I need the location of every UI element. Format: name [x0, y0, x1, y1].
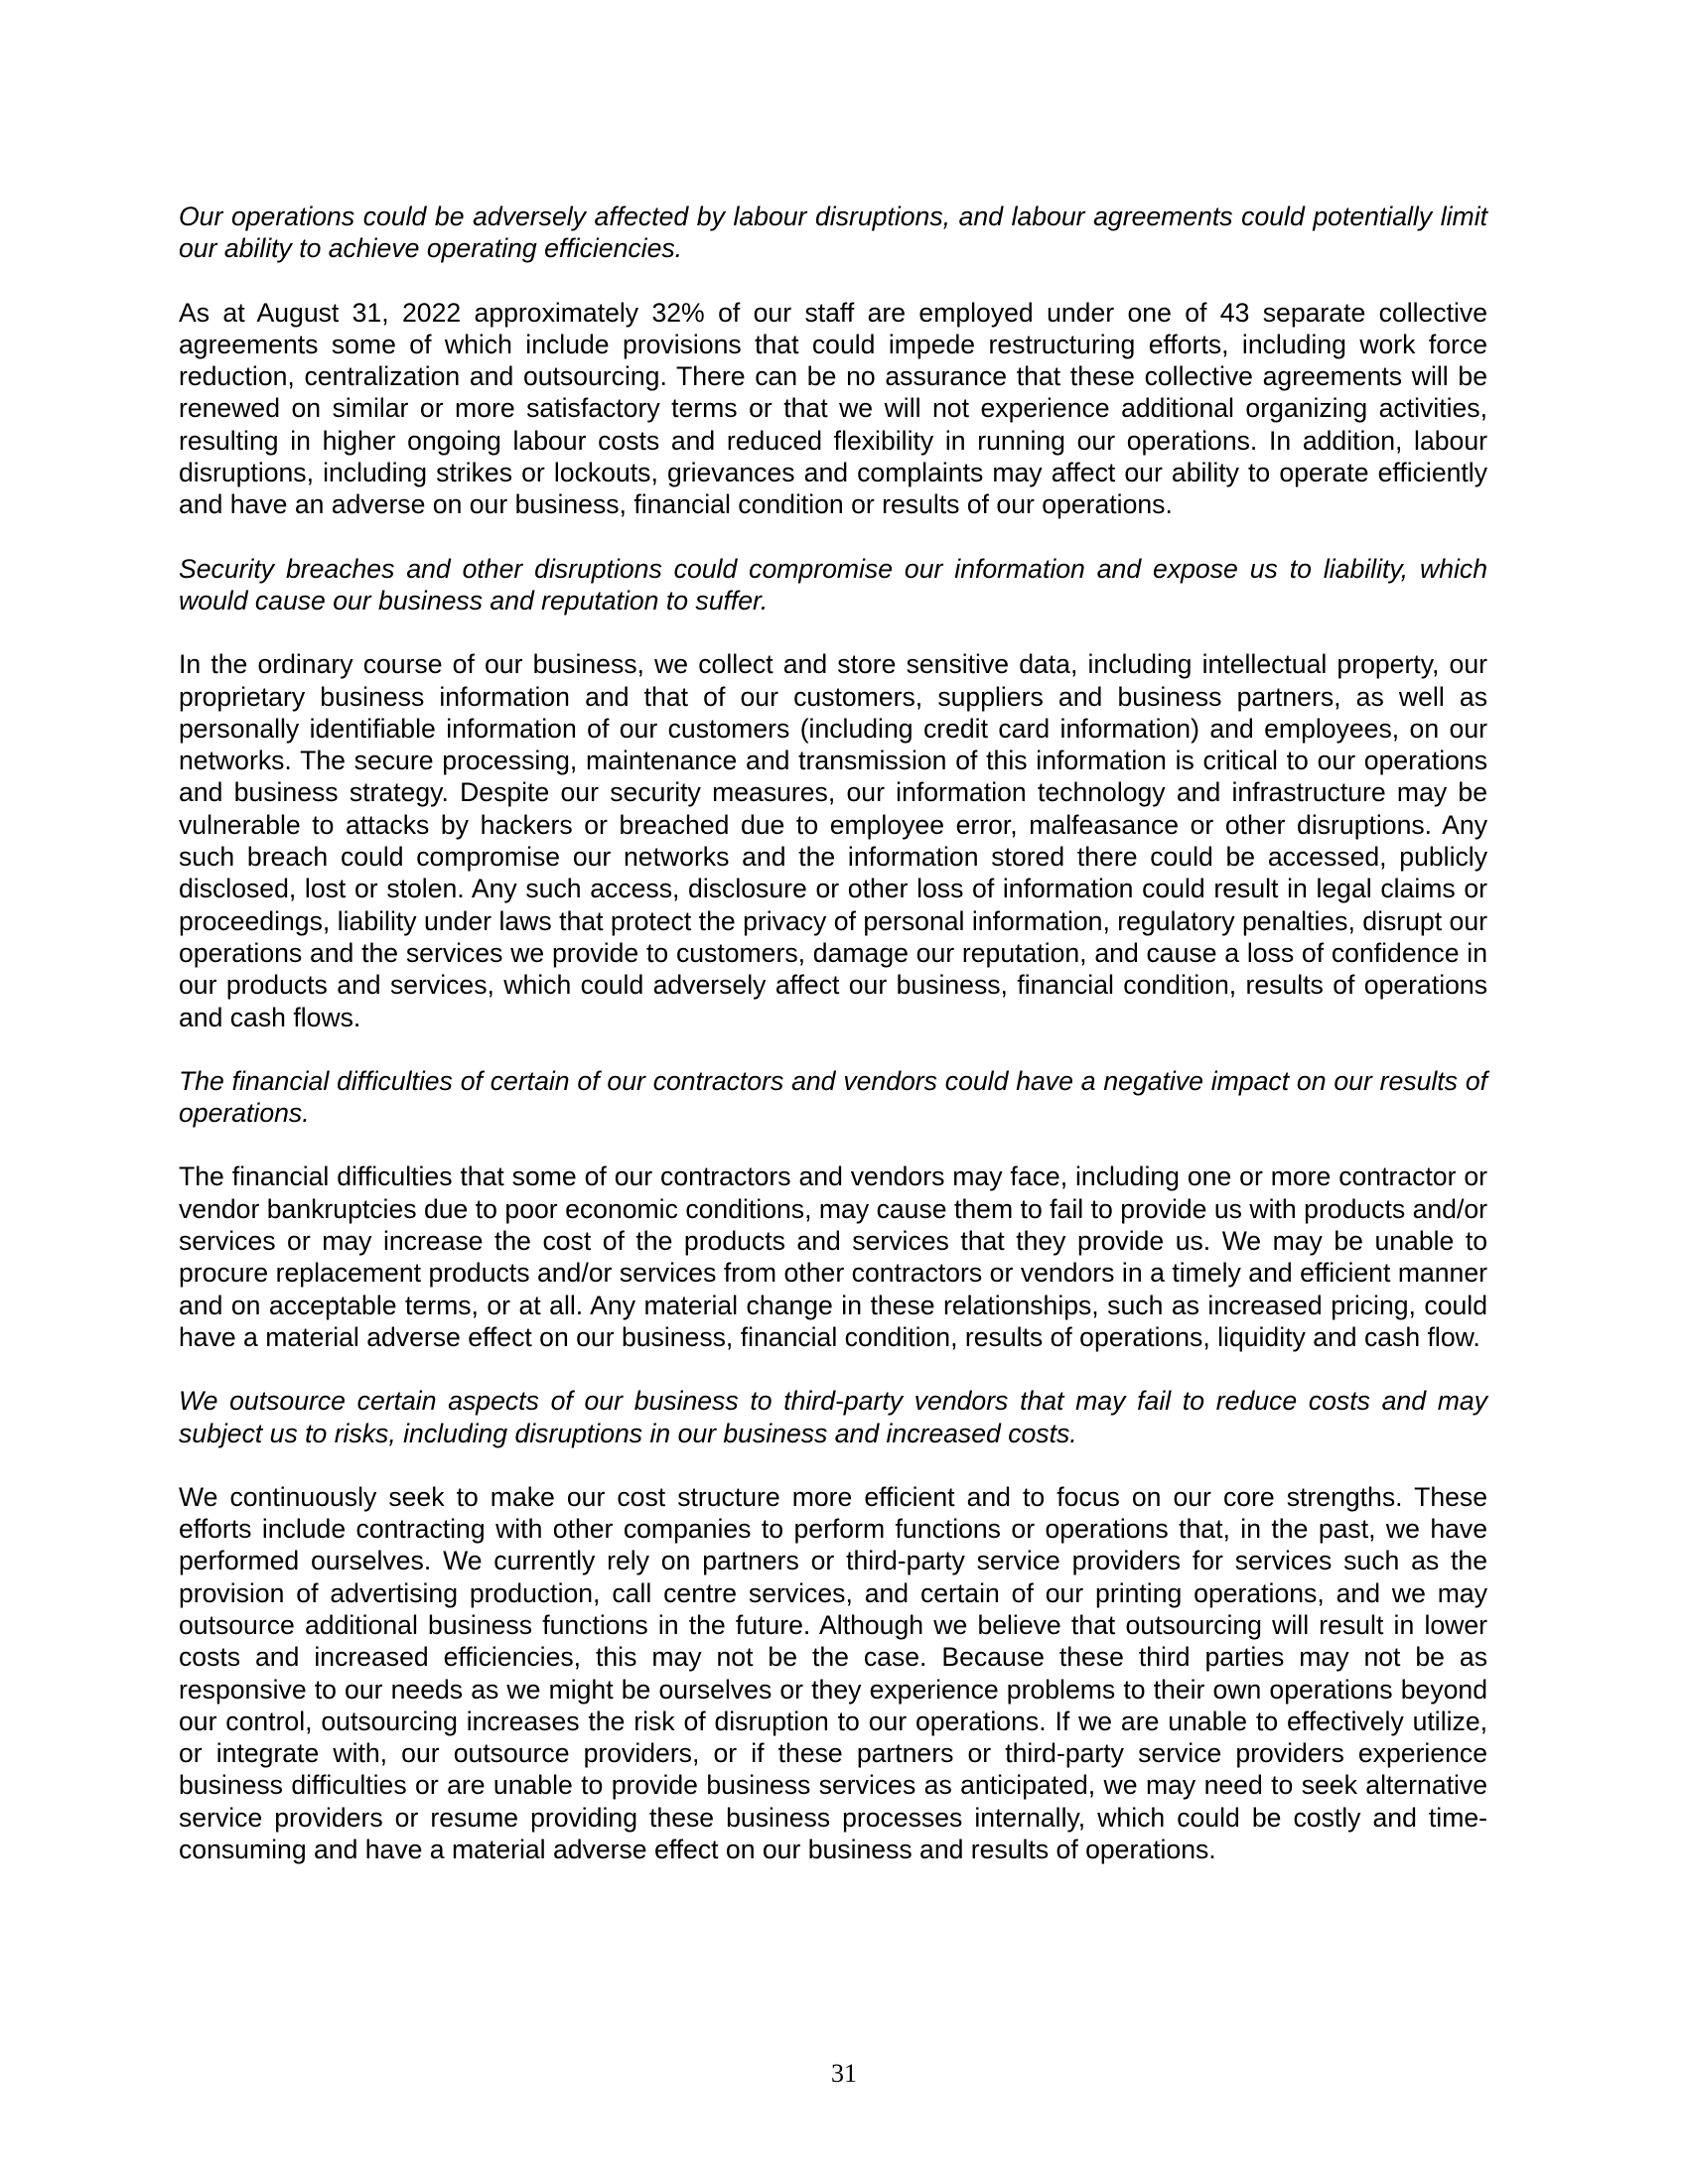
page-number: 31: [831, 2059, 857, 2088]
page-content: [179, 201, 1487, 1897]
section-body-contractors: The financial difficulties that some of our contractors and vendors may face, including one or more contractor or vendor bankruptcies due to poor economic conditions, may cause them to fail to provide us with products and/or services or may increase the cost of the products and services that they provide us. We may be unable to procure replacement products and/or services from other contractors or vendors in a timely and efficient manner and on acceptable terms, or at all. Any material change in these relationships, such as increased pricing, could have a material adverse effect on our business, financial condition, results of operations, liquidity and cash flow.: [179, 1161, 1487, 1352]
section-body-security: In the ordinary course of our business, we collect and store sensitive data, including intellectual property, our proprietary business information and that of our customers, suppliers and business partners, as well as personally identifiable information of our customers (including credit card information) and employees, on our networks. The secure processing, maintenance and transmission of this information is critical to our operations and business strategy. Despite our security measures, our information technology and infrastructure may be vulnerable to attacks by hackers or breached due to employee error, malfeasance or other disruptions. Any such breach could compromise our networks and the information stored there could be accessed, publicly disclosed, lost or stolen. Any such access, disclosure or other loss of information could result in legal claims or proceedings, liability under laws that protect the privacy of personal information, regulatory penalties, disrupt our operations and the services we provide to customers, damage our reputation, and cause a loss of confidence in our products and services, which could adversely affect our business, financial condition, results of operations and cash flows.: [179, 649, 1487, 1032]
section-heading-outsourcing: We outsource certain aspects of our business to third-party vendors that may fail to reduce costs and may subject us to risks, including disruptions in our business and increased costs.: [179, 1386, 1487, 1448]
section-heading-security: Security breaches and other disruptions could compromise our information and expose us to liability, which would cause our business and reputation to suffer.: [179, 553, 1487, 615]
section-body-labour: As at August 31, 2022 approximately 32% of our staff are employed under one of 43 separate collective agreements some of which include provisions that could impede restructuring efforts, including work force reduction, centralization and outsourcing. There can be no assurance that these collective agreements will be renewed on similar or more satisfactory terms or that we will not experience additional organizing activities, resulting in higher ongoing labour costs and reduced flexibility in running our operations. In addition, labour disruptions, including strikes or lockouts, grievances and complaints may affect our ability to operate efficiently and have an adverse on our business, financial condition or results of our operations.: [179, 297, 1487, 520]
section-heading-contractors: The financial difficulties of certain of our contractors and vendors could have a negative impact on our results of operations.: [179, 1065, 1487, 1129]
section-heading-labour: Our operations could be adversely affected by labour disruptions, and labour agreements could potentially limit our ability to achieve operating efficiencies.: [179, 202, 1487, 264]
section-body-outsourcing: We continuously seek to make our cost structure more efficient and to focus on our core strengths. These efforts include contracting with other companies to perform functions or operations that, in the past, we have performed ourselves. We currently rely on partners or third-party service providers for services such as the provision of advertising production, call centre services, and certain of our printing operations, and we may outsource additional business functions in the future. Although we believe that outsourcing will result in lower costs and increased efficiencies, this may not be the case. Because these third parties may not be as responsive to our needs as we might be ourselves or they experience problems to their own operations beyond our control, outsourcing increases the risk of disruption to our operations. If we are unable to effectively utilize, or integrate with, our outsource providers, or if these partners or third-party service providers experience business difficulties or are unable to provide business services as anticipated, we may need to seek alternative service providers or resume providing these business processes internally, which could be costly and time-consuming and have a material adverse effect on our business and results of operations.: [179, 1481, 1487, 1865]
